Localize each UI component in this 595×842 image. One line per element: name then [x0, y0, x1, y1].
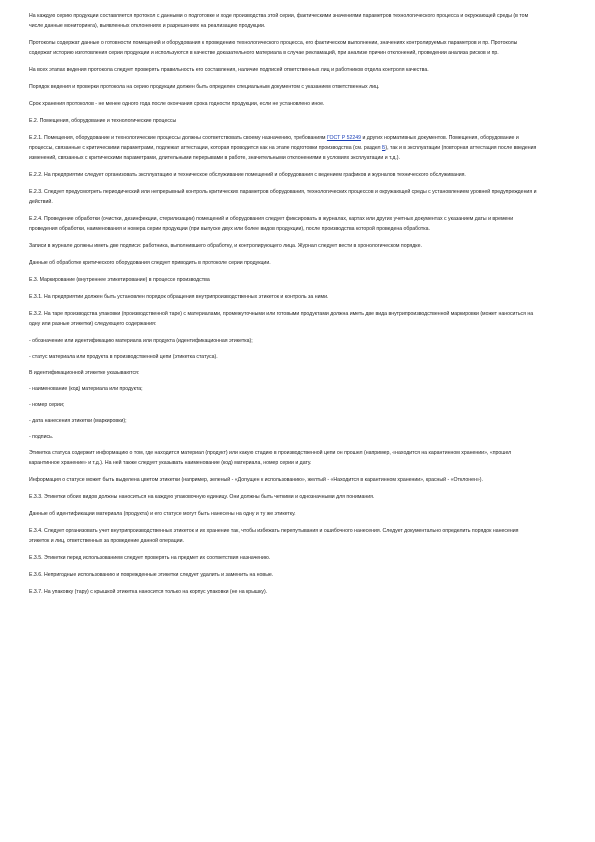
- list-item: - статус материала или продукта в производственной цепи (этикетка статуса).: [29, 354, 218, 360]
- section-heading: Е.3. Маркирование (внутреннее этикетирование) в процессе производства: [29, 277, 210, 283]
- paragraph: Записи в журнале должны иметь две подписи: работника, выполнившего обработку, и контролирующего лица. Журнал следует вести в хронологическом порядке.: [29, 243, 422, 249]
- paragraph: Е.3.1. На предприятии должен быть установлен порядок обращения внутрипроизводственных этикеток и контроль за ними.: [29, 294, 329, 300]
- paragraph: Е.3.5. Этикетки перед использованием следует проверять на предмет их соответствия назначению.: [29, 555, 271, 561]
- paragraph: Е.3.7. На упаковку (тару) с крышкой этикетка наносится только на корпус упаковки (не на крышку).: [29, 589, 268, 595]
- paragraph: Срок хранения протоколов - не менее одного года после окончания срока годности продукции, если не установлено иное.: [29, 101, 325, 107]
- document-body: [29, 11, 539, 604]
- paragraph: Е.3.2. На таре производства упаковки (производственной таре) с материалами, промежуточными или готовыми продуктами должна иметь две вида внутрипроизводственной маркировки (может наноситься на одну или разные этикетки) следующего содержания:: [29, 311, 534, 327]
- paragraph: Данные об обработке критического оборудования следует приводить в протоколе серии продукции.: [29, 260, 271, 266]
- paragraph: Порядок ведения и проверки протокола на серию продукции должен быть определен специальным документом с указанием ответственных лиц.: [29, 84, 380, 90]
- paragraph: Е.3.3. Этикетки обоих видов должны наноситься на каждую упаковочную единицу. Они должны быть четкими и однозначными для понимания.: [29, 494, 375, 500]
- paragraph: Е.2.2. На предприятии следует организовать эксплуатацию и техническое обслуживание помещений и оборудования с ведением графиков и журналов технического обслуживания.: [29, 172, 466, 178]
- paragraph: В идентификационной этикетке указываются:: [29, 370, 140, 376]
- paragraph-with-links: [29, 133, 539, 163]
- paragraph: На каждую серию продукции составляется протокол с данными о подготовке и ходе производства этой серии, фактическими значениями параметров технологического процесса и окружающей среды (в том числе данные мониторинга), выявленных отклонениях и разрешениях на реализацию продукции.: [29, 13, 529, 29]
- paragraph: Е.2.4. Проведение обработки (очистки, дезинфекции, стерилизации) помещений и оборудования следует фиксировать в журналах, картах или других учетных документах с указанием даты и времени проведения обработки, наименования и номера серии продукции (при выпуске двух или более видов продукции), после производства которой проведена обработка.: [29, 216, 514, 232]
- list-item: - обозначение или идентификацию материала или продукта (идентификационная этикетка);: [29, 338, 253, 344]
- paragraph: Е.3.4. Следует организовать учет внутрипроизводственных этикеток и их хранение так, чтобы избежать перепутывания и ошибочного нанесения. Следует документально определить порядок нанесения этикеток и лиц, ответственных за проведение данной операции.: [29, 528, 519, 544]
- text-segment: ), так и в эксплуатации (повторная аттестация после введения изменений, связанных с критическими параметрами, длительными перерывами в работе, значительными отклонениями в условиях эксплуатации и т.д.).: [29, 145, 537, 161]
- section-heading: Е.2. Помещения, оборудование и технологические процессы: [29, 118, 177, 124]
- list-item: - наименование (код) материала или продукта;: [29, 386, 143, 392]
- paragraph: Информация о статусе может быть выделена цветом этикетки (например, зеленый - «Допущен к использованию», желтый - «Находится в карантинном хранении», красный - «Отклонен»).: [29, 477, 483, 483]
- list-item: - номер серии;: [29, 402, 65, 408]
- paragraph: Е.2.3. Следует предусмотреть периодический или непрерывный контроль критических параметров оборудования, технологических процессов и окружающей среды с установлением уровней предупреждения и действий.: [29, 189, 537, 205]
- text-segment: Е.2.1. Помещения, оборудование и технологические процессы должны соответствовать своему назначению, требованиям: [29, 135, 327, 141]
- list-item: - дата нанесения этикетки (маркировки);: [29, 418, 127, 424]
- list-item: - подпись.: [29, 434, 54, 440]
- gost-link[interactable]: ГОСТ Р 52249: [326, 135, 362, 141]
- text-segment: и других нормативных документов. Помещения, оборудование и процессы, связанные с критическими параметрами, подлежат аттестации, которая проводится как на этапе подготовки производства (см. раздел: [29, 135, 519, 151]
- paragraph: Е.3.6. Непригодные использованию и поврежденные этикетки следует удалить и заменить на новые.: [29, 572, 274, 578]
- paragraph: Данные об идентификации материала (продукта) и его статусе могут быть нанесены на одну и ту же этикетку.: [29, 511, 296, 517]
- section-b-link[interactable]: Б: [382, 145, 386, 151]
- paragraph: Протоколы содержат данные о готовности помещений и оборудования к проведению технологического процесса, его фактическом выполнении, значениях контролируемых параметров и пр. Протоколы содержат историю изготовления серии продукции и используются в качестве доказательного материала в случае рекламаций, при анализе причин отклонений, проведении анализа рисков и пр.: [29, 40, 518, 56]
- paragraph: Этикетка статуса содержит информацию о том, где находится материал (продукт) или какую стадию в производственной цепи он прошел (например, «находится на карантинном хранении», «прошел карантинное хранение» и т.д.). На ней также следует указывать наименование (код) материала, номер серии и дату.: [29, 450, 512, 466]
- paragraph: На всех этапах ведения протокола следует проверять правильность его составления, наличие подписей ответственных лиц и работников отдела контроля качества.: [29, 67, 429, 73]
